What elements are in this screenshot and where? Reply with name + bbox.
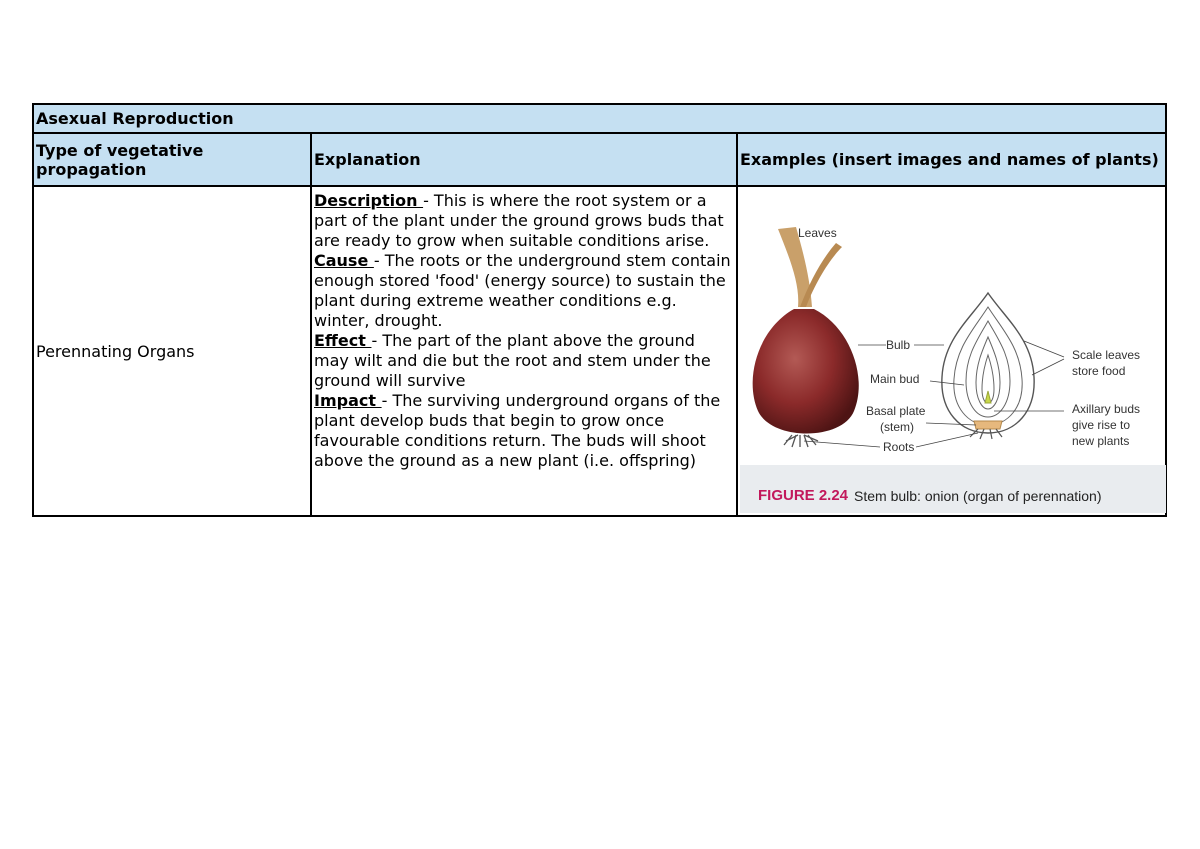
description-text: - This is where the root system or a part of the plant under the ground grows buds that are ready to grow when suitable conditions arise.: [314, 191, 724, 250]
bulb-label: Bulb: [886, 338, 911, 352]
effect-term: Effect: [314, 331, 372, 350]
give-rise-label: give rise to: [1072, 418, 1131, 432]
impact-paragraph: [314, 391, 734, 471]
figure-caption-bar: [740, 465, 1166, 513]
explanation-cell: [311, 186, 737, 516]
store-food-label: store food: [1072, 364, 1126, 378]
sectioned-onion-illustration: [942, 293, 1034, 439]
roots-label: Roots: [883, 440, 915, 454]
cause-text: - The roots or the underground stem contain enough stored 'food' (energy source) to sustain the plant during extreme weather conditions e.g. winter, drought.: [314, 251, 731, 330]
description-term: Description: [314, 191, 424, 210]
impact-term: Impact: [314, 391, 382, 410]
scale-leaves-label: Scale leaves: [1072, 348, 1141, 362]
type-cell: Perennating Organs: [33, 186, 311, 516]
main-bud-label: Main bud: [870, 372, 920, 386]
header-explanation: Explanation: [311, 133, 737, 186]
onion-figure: [738, 189, 1166, 513]
figure-number: FIGURE 2.24: [758, 487, 849, 504]
basal-plate-stem-label: (stem): [880, 420, 914, 434]
cause-term: Cause: [314, 251, 374, 270]
leaves-label: Leaves: [798, 226, 837, 240]
cause-paragraph: [314, 251, 734, 331]
header-type: Type of vegetative propagation: [33, 133, 311, 186]
asexual-reproduction-table: [32, 103, 1167, 517]
axillary-buds-label: Axillary buds: [1072, 402, 1141, 416]
description-paragraph: [314, 191, 734, 251]
whole-onion-illustration: [753, 227, 859, 447]
new-plants-label: new plants: [1072, 434, 1130, 448]
impact-text: - The surviving underground organs of the plant develop buds that begin to grow once favourable conditions return. The buds will shoot above the ground as a new plant (i.e. offspring): [314, 391, 721, 470]
effect-paragraph: [314, 331, 734, 391]
examples-cell: [737, 186, 1166, 516]
basal-plate-label: Basal plate: [866, 404, 926, 418]
effect-text: - The part of the plant above the ground may wilt and die but the root and stem under the ground will survive: [314, 331, 711, 390]
table-title: Asexual Reproduction: [33, 104, 1166, 133]
header-examples: Examples (insert images and names of plants): [737, 133, 1166, 186]
figure-caption: Stem bulb: onion (organ of perennation): [854, 488, 1102, 504]
